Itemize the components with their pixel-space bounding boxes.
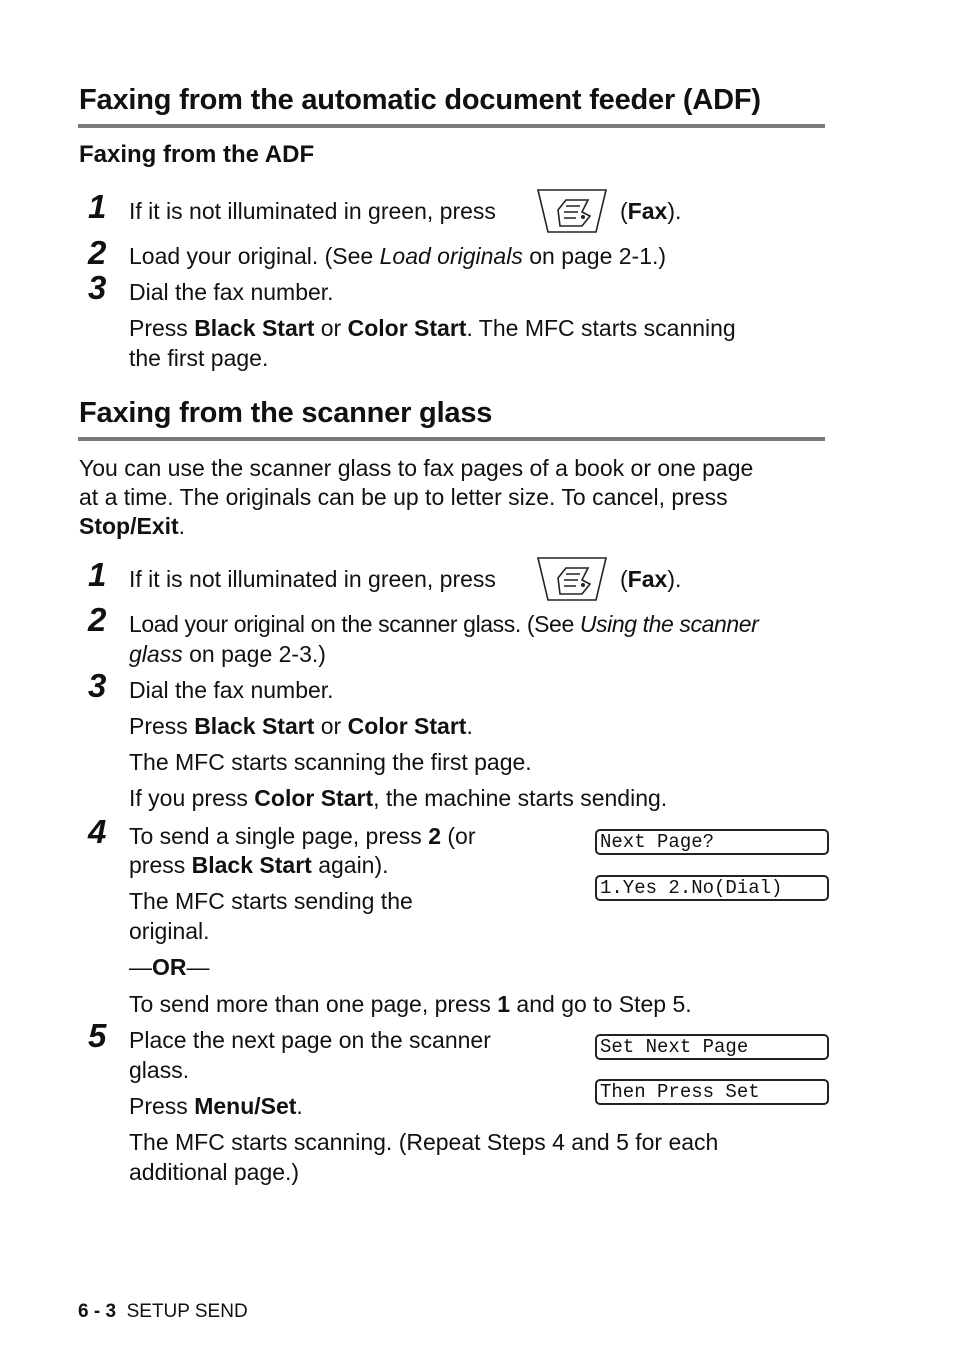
cross-reference-link: Load originals: [379, 243, 523, 269]
fax-key-label: (Fax).: [620, 198, 682, 224]
step-number: 3: [88, 667, 107, 704]
page-footer: [78, 1301, 248, 1323]
step-number: 1: [88, 188, 107, 225]
fax-button-icon: [536, 554, 608, 602]
intro-text: at a time. The originals can be up to letter size. To cancel, press: [79, 484, 728, 510]
step-text: Press Black Start or Color Start. The MFC starts scanning: [129, 315, 736, 341]
lcd-display-line: Next Page?: [595, 829, 829, 855]
step-text: If it is not illuminated in green, press: [129, 198, 496, 224]
title-rule: [78, 437, 825, 441]
step-text: If it is not illuminated in green, press: [129, 566, 496, 592]
step-text: the first page.: [129, 345, 269, 371]
step-text: To send more than one page, press 1 and go to Step 5.: [129, 991, 692, 1017]
step-text: The MFC starts scanning. (Repeat Steps 4 and 5 for each: [129, 1129, 719, 1155]
step-text: Place the next page on the scanner: [129, 1027, 491, 1053]
step-number: 4: [88, 813, 107, 850]
step-number: 3: [88, 269, 107, 306]
section-title-scanner-glass: Faxing from the scanner glass: [79, 397, 493, 429]
step-text: Press Menu/Set.: [129, 1093, 303, 1119]
step-text: The MFC starts scanning the first page.: [129, 749, 532, 775]
step-text: Load your original. (See Load originals on page 2-1.): [129, 243, 667, 269]
step-number: 1: [88, 556, 107, 593]
title-rule: [78, 124, 825, 128]
step-number: 5: [88, 1017, 107, 1054]
step-text: If you press Color Start, the machine starts sending.: [129, 785, 668, 811]
intro-text: Stop/Exit.: [79, 513, 186, 539]
step-text: glass on page 2-3.): [129, 641, 326, 667]
step-text: press Black Start again).: [129, 852, 389, 878]
cross-reference-link: Using the scanner: [579, 611, 759, 637]
step-number: 2: [88, 601, 107, 638]
lcd-display-line: Set Next Page: [595, 1034, 829, 1060]
step-text: glass.: [129, 1057, 190, 1083]
step-text: Press Black Start or Color Start.: [129, 713, 473, 739]
fax-key-label: (Fax).: [620, 566, 682, 592]
chapter-label: SETUP SEND: [126, 1301, 248, 1322]
fax-button-icon: [536, 186, 608, 234]
or-separator: —OR—: [129, 954, 210, 980]
step-text: Dial the fax number.: [129, 279, 334, 305]
page-number: 6 - 3: [78, 1301, 117, 1322]
lcd-display-line: 1.Yes 2.No(Dial): [595, 875, 829, 901]
lcd-display-line: Then Press Set: [595, 1079, 829, 1105]
step-text: The MFC starts sending the: [129, 888, 413, 914]
step-text: original.: [129, 918, 210, 944]
step-text: Dial the fax number.: [129, 677, 334, 703]
step-number: 2: [88, 234, 107, 271]
section-title-adf: Faxing from the automatic document feeder (ADF): [79, 84, 761, 116]
step-text: To send a single page, press 2 (or: [129, 823, 476, 849]
subsection-title-adf: Faxing from the ADF: [79, 141, 315, 168]
intro-text: You can use the scanner glass to fax pages of a book or one page: [79, 455, 754, 481]
step-text: Load your original on the scanner glass. (See Using the scanner: [129, 611, 759, 637]
step-text: additional page.): [129, 1159, 300, 1185]
